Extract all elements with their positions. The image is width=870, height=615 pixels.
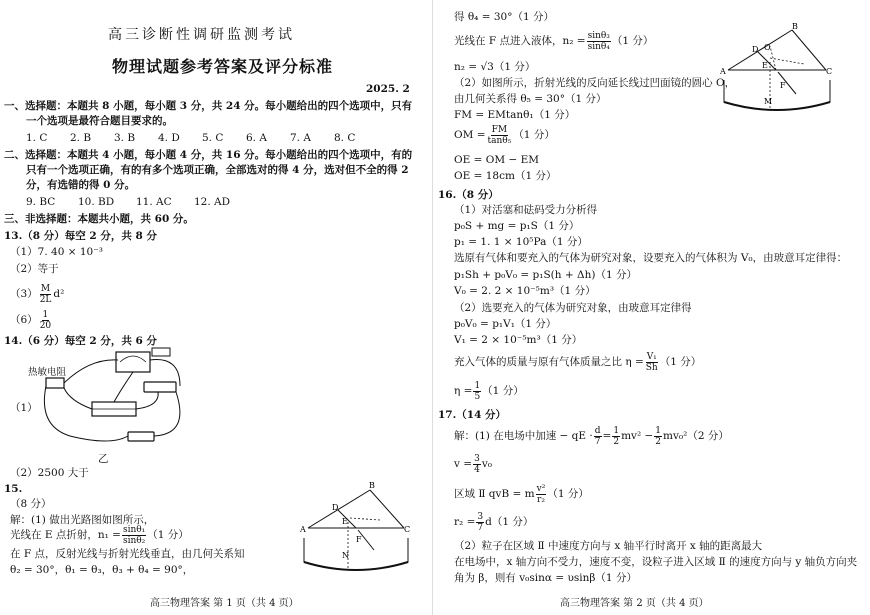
denominator: 20: [39, 320, 52, 331]
q16-line-9: V₁ = 2 × 10⁻⁵m³（1 分）: [454, 334, 583, 346]
q16-11-pre: η =: [454, 385, 473, 397]
q13-3-label: （3）: [10, 288, 38, 300]
answer-7: 7. A: [290, 132, 311, 144]
q16-11-fraction: [473, 381, 481, 402]
label-M: M: [764, 97, 773, 106]
r-line-8: OE = OM − EM: [454, 154, 539, 166]
q16-title: 16.（8 分）: [438, 189, 499, 201]
section1-header: 一、选择题：本题共 8 小题，每小题 3 分，共 24 分。每小题给出的四个选项中，只有: [4, 100, 413, 112]
q15-2-fraction: [122, 525, 146, 546]
r-line-1: 得 θ₄ = 30°（1 分）: [454, 11, 554, 23]
label-C: C: [404, 525, 411, 534]
q13-3-fraction: [39, 284, 53, 305]
answer-12: 12. AD: [194, 196, 231, 208]
r2-pre: 光线在 F 点进入液体，n₂ =: [454, 35, 586, 47]
answer-6: 6. A: [246, 132, 267, 144]
q16-10-tail: （1 分）: [659, 356, 702, 368]
q15-score: （8 分）: [10, 498, 52, 510]
exam-title: 高三诊断性调研监测考试: [108, 27, 295, 43]
denominator: sinθ₄: [587, 41, 610, 52]
numerator: v²: [536, 483, 546, 494]
q13-4-fraction: [39, 310, 52, 331]
numerator: d: [594, 425, 601, 436]
q17-1-fraction-c: [654, 426, 662, 447]
label-C: C: [826, 67, 833, 76]
q15-2-pre: 光线在 E 点折射，n₁ =: [10, 529, 121, 541]
q17-line-4: [454, 510, 533, 534]
q14-part1-label: （1）: [10, 402, 38, 414]
q17-4-fraction: [476, 512, 484, 533]
q15-line-3: 在 F 点，反射光线与折射光线垂直，由几何关系知: [10, 548, 245, 560]
r2-tail: （1 分）: [611, 35, 654, 47]
q16-line-8: p₀V₀ = p₁V₁（1 分）: [454, 318, 557, 330]
numerator: sinθ₃: [587, 30, 610, 41]
label-B: B: [792, 22, 798, 31]
section2-header: 二、选择题：本题共 4 小题，每小题 4 分，共 16 分。每小题给出的四个选项中，有的: [4, 149, 413, 161]
q17-2-tail: v₀: [481, 458, 492, 470]
multimeter-icon: [116, 352, 150, 372]
q17-3-tail: （1 分）: [547, 488, 589, 500]
numerator: 3: [477, 511, 484, 522]
q13-answer-1: （1）7. 40 × 10⁻³: [10, 246, 103, 258]
thermistor-label: 热敏电阻: [28, 367, 67, 378]
q13-3-tail: d²: [53, 288, 65, 300]
q14-answer-2: （2）2500 大于: [10, 467, 89, 479]
q16-line-3: p₁ = 1. 1 × 10⁵Pa（1 分）: [454, 236, 588, 248]
denominator: tanθ₅: [487, 135, 512, 146]
numerator: 3: [474, 453, 480, 464]
doc-title: 物理试题参考答案及评分标准: [112, 57, 334, 76]
section2-answers: [26, 195, 244, 209]
q17-line-1: [454, 424, 729, 448]
label-A: A: [300, 525, 306, 534]
r-line-2: [454, 30, 653, 52]
circuit-diagram: [40, 346, 200, 450]
answer-page-1: [0, 0, 432, 615]
q16-line-4: 选原有气体和要充入的气体为研究对象，设要充入的气体积为 V₀，由玻意耳定律得：: [454, 252, 848, 264]
label-A: A: [720, 67, 726, 76]
answer-5: 5. C: [202, 132, 224, 144]
optics-diagram-right: [720, 22, 834, 118]
q17-2-fraction: [473, 454, 481, 475]
q13-answer-4: [10, 309, 53, 331]
label-N: N: [342, 551, 349, 560]
q17-3-pre: 区域 Ⅱ qvB = m: [454, 488, 535, 500]
section2-header-cont2: 分，有选错的得 0 分。: [26, 179, 136, 191]
q17-line-6: 在电场中，x 轴方向不受力，速度不变，设粒子进入区域 Ⅱ 的速度方向与 y 轴负方向夹: [454, 556, 858, 568]
q14-title: 14.（6 分）每空 2 分，共 6 分: [4, 335, 157, 347]
q16-11-tail: （1 分）: [482, 385, 524, 397]
switch2-icon: [152, 348, 170, 356]
answer-page-2: [436, 0, 870, 615]
q17-line-2: [454, 452, 492, 476]
q13-answer-3: [10, 283, 64, 305]
page-footer-2: 高三物理答案 第 2 页（共 4 页）: [560, 598, 709, 609]
answer-4: 4. D: [158, 132, 180, 144]
answer-10: 10. BD: [78, 196, 115, 208]
label-B: B: [369, 481, 375, 490]
q17-1-tail: mv₀²（2 分）: [663, 430, 729, 442]
q17-1-pre: 解：(1) 在电场中加速 − qE ·: [454, 430, 593, 442]
numerator: 1: [613, 425, 620, 436]
answer-11: 11. AC: [136, 196, 172, 208]
q15-title: [4, 482, 22, 496]
denominator: 2: [613, 436, 620, 447]
answer-8: 8. C: [334, 132, 356, 144]
q15-line-1: 解：(1) 做出光路图如图所示，: [10, 514, 155, 526]
q15-line-4: θ₂ = 30°，θ₁ = θ₃，θ₃ + θ₄ = 90°，: [10, 564, 194, 576]
q16-line-1: （1）对活塞和砝码受力分析得: [454, 204, 598, 216]
q16-line-10: [454, 351, 701, 373]
denominator: Sh: [645, 362, 658, 373]
answer-2: 2. B: [70, 132, 92, 144]
optics-diagram-left: [300, 480, 412, 576]
q17-line-7: 角为 β，则有 v₀sinα = υsinβ（1 分）: [454, 572, 637, 584]
denominator: 7: [477, 522, 484, 533]
numerator: 1: [655, 425, 662, 436]
q17-line-5: （2）粒子在区域 Ⅱ 中速度方向与 x 轴平行时离开 x 轴的距离最大: [454, 540, 763, 552]
section2-header-cont: 只有一个选项正确，有的有多个选项正确，全部选对的得 4 分，选对但不全的得 2: [26, 164, 409, 176]
numerator: 1: [474, 380, 481, 391]
q16-line-11: [454, 380, 524, 402]
q16-line-2: p₀S + mg = p₁S（1 分）: [454, 220, 580, 232]
label-D: D: [332, 503, 339, 512]
numerator: FM: [491, 124, 508, 135]
denominator: r₂: [537, 494, 545, 505]
answer-9: 9. BC: [26, 196, 56, 208]
numerator: 1: [42, 309, 49, 320]
answer-1: 1. C: [26, 132, 48, 144]
q13-answer-2: （2）等于: [10, 263, 59, 275]
section1-header-cont: 一个选项是最符合题目要求的。: [26, 115, 173, 127]
q17-1-mid: mv² −: [621, 430, 654, 442]
q16-line-5: p₁Sh + p₀V₀ = p₁S(h + Δh)（1 分）: [454, 269, 637, 281]
q13-4-label: （6）: [10, 314, 38, 326]
switch-icon: [144, 382, 176, 392]
answer-3: 3. B: [114, 132, 136, 144]
q17-1-fraction-b: [612, 426, 620, 447]
q15-number: 15.: [4, 483, 23, 495]
q17-4-pre: r₂ =: [454, 516, 476, 528]
label-D: D: [752, 45, 759, 54]
q13-title: 13.（8 分）每空 2 分，共 8 分: [4, 230, 157, 242]
denominator: 4: [474, 464, 480, 475]
q16-10-pre: 充入气体的质量与原有气体质量之比 η =: [454, 356, 644, 368]
r-line-3: n₂ = √3（1 分）: [454, 61, 536, 73]
denominator: 2L: [39, 294, 52, 305]
page-footer-1: 高三物理答案 第 1 页（共 4 页）: [150, 598, 299, 609]
label-E: E: [762, 61, 768, 70]
figure-label-yi: 乙: [98, 453, 109, 465]
denominator: 2: [655, 436, 662, 447]
q17-4-tail: d（1 分）: [485, 516, 534, 528]
q17-1-fraction-a: [594, 426, 602, 447]
r-line-7: [454, 124, 555, 146]
r2-fraction: [587, 31, 611, 52]
r-line-4: （2）如图所示，折射光线的反向延长线过凹面镜的圆心 O，: [454, 77, 736, 89]
denominator: 7: [594, 436, 601, 447]
r7-pre: OM =: [454, 129, 486, 141]
r-line-9: OE = 18cm（1 分）: [454, 170, 557, 182]
numerator: M: [40, 283, 51, 294]
label-F: F: [356, 535, 362, 544]
q17-1-eq: =: [602, 430, 612, 442]
numerator: sinθ₁: [122, 524, 146, 535]
q17-title: 17.（14 分）: [438, 409, 507, 421]
battery-icon: [128, 432, 154, 441]
page-divider: [432, 0, 433, 615]
q17-3-fraction: [536, 484, 547, 505]
q15-line-2: [10, 524, 189, 546]
label-O: O: [764, 43, 771, 52]
r7-tail: （1 分）: [513, 129, 555, 141]
denominator: sinθ₂: [122, 535, 146, 546]
q16-line-7: （2）选要充入的气体为研究对象，由玻意耳定律得: [454, 302, 692, 314]
q16-10-fraction: [645, 352, 659, 373]
q16-line-6: V₀ = 2. 2 × 10⁻⁵m³（1 分）: [454, 285, 596, 297]
q17-2-pre: v =: [454, 458, 473, 470]
numerator: V₁: [646, 351, 657, 362]
label-E: E: [342, 517, 348, 526]
r-line-6: FM = EMtanθ₁（1 分）: [454, 109, 576, 121]
r7-fraction: [487, 125, 513, 146]
section3-header: 三、非选择题：本题共小题，共 60 分。: [4, 213, 194, 225]
q17-line-3: [454, 482, 589, 506]
r-line-5: 由几何关系得 θ₅ = 30°（1 分）: [454, 93, 607, 105]
doc-date: 2025. 2: [366, 83, 410, 95]
q15-2-tail: （1 分）: [147, 529, 189, 541]
denominator: 5: [474, 391, 481, 402]
section1-answers: [26, 131, 374, 145]
label-F: F: [780, 81, 786, 90]
